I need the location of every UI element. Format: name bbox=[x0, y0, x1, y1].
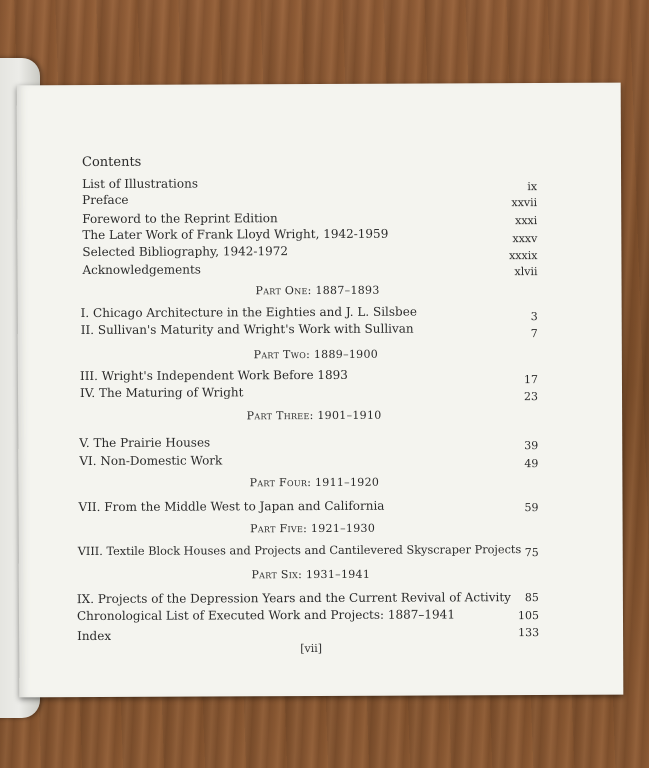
toc-entry: Preface bbox=[82, 192, 129, 208]
toc-page-number: 39 bbox=[524, 439, 539, 453]
book-page bbox=[17, 83, 624, 698]
toc-page-number: xxxix bbox=[509, 249, 538, 263]
part-heading: Part Four: 1911–1920 bbox=[249, 475, 380, 490]
page-folio: [vii] bbox=[300, 641, 323, 656]
toc-page-number: 75 bbox=[524, 546, 539, 560]
part-heading: Part Five: 1921–1930 bbox=[250, 521, 376, 536]
toc-entry: Chronological List of Executed Work and Projects: 1887–1941 bbox=[76, 607, 455, 624]
toc-entry: VII. From the Middle West to Japan and California bbox=[78, 498, 385, 515]
toc-page-number: xxvii bbox=[511, 196, 538, 210]
toc-entry: The Later Work of Frank Lloyd Wright, 1942-1959 bbox=[82, 226, 389, 243]
toc-page-number: 133 bbox=[518, 626, 540, 640]
toc-page-number: 105 bbox=[517, 609, 540, 623]
part-heading: Part Six: 1931–1941 bbox=[251, 567, 371, 582]
part-heading: Part Three: 1901–1910 bbox=[246, 408, 382, 423]
toc-page-number: ix bbox=[527, 180, 538, 194]
toc-entry: Selected Bibliography, 1942-1972 bbox=[82, 244, 289, 260]
toc-entry: I. Chicago Architecture in the Eighties and J. L. Silsbee bbox=[80, 304, 417, 321]
toc-entry: III. Wright's Independent Work Before 1893 bbox=[79, 367, 348, 384]
contents-heading: Contents bbox=[81, 154, 142, 171]
toc-entry: VI. Non-Domestic Work bbox=[79, 453, 223, 469]
toc-page-number: 85 bbox=[524, 591, 539, 605]
toc-entry: V. The Prairie Houses bbox=[79, 435, 211, 451]
toc-entry: List of Illustrations bbox=[82, 176, 199, 192]
toc-entry: VIII. Textile Block Houses and Projects and Cantilevered Skyscraper Projects bbox=[77, 543, 522, 559]
toc-page-number: 49 bbox=[524, 457, 539, 471]
toc-page-number: 17 bbox=[523, 373, 538, 387]
toc-page-number: 23 bbox=[524, 390, 539, 404]
toc-page-number: xxxv bbox=[512, 232, 538, 246]
toc-page-number: 59 bbox=[524, 501, 539, 515]
toc-page-number: 3 bbox=[530, 310, 538, 324]
toc-entry: Acknowledgements bbox=[82, 262, 201, 278]
part-heading: Part One: 1887–1893 bbox=[255, 283, 380, 298]
toc-page-number: xxxi bbox=[515, 214, 538, 228]
toc-page-number: 7 bbox=[530, 327, 538, 341]
toc-entry: II. Sullivan's Maturity and Wright's Work with Sullivan bbox=[80, 321, 414, 338]
part-heading: Part Two: 1889–1900 bbox=[253, 347, 379, 362]
toc-entry: IX. Projects of the Depression Years and the Current Revival of Activity bbox=[76, 590, 511, 607]
toc-page-number: xlvii bbox=[514, 265, 538, 279]
toc-entry: Index bbox=[77, 628, 112, 644]
toc-entry: IV. The Maturing of Wright bbox=[79, 385, 244, 401]
toc-entry: Foreword to the Reprint Edition bbox=[82, 211, 278, 227]
